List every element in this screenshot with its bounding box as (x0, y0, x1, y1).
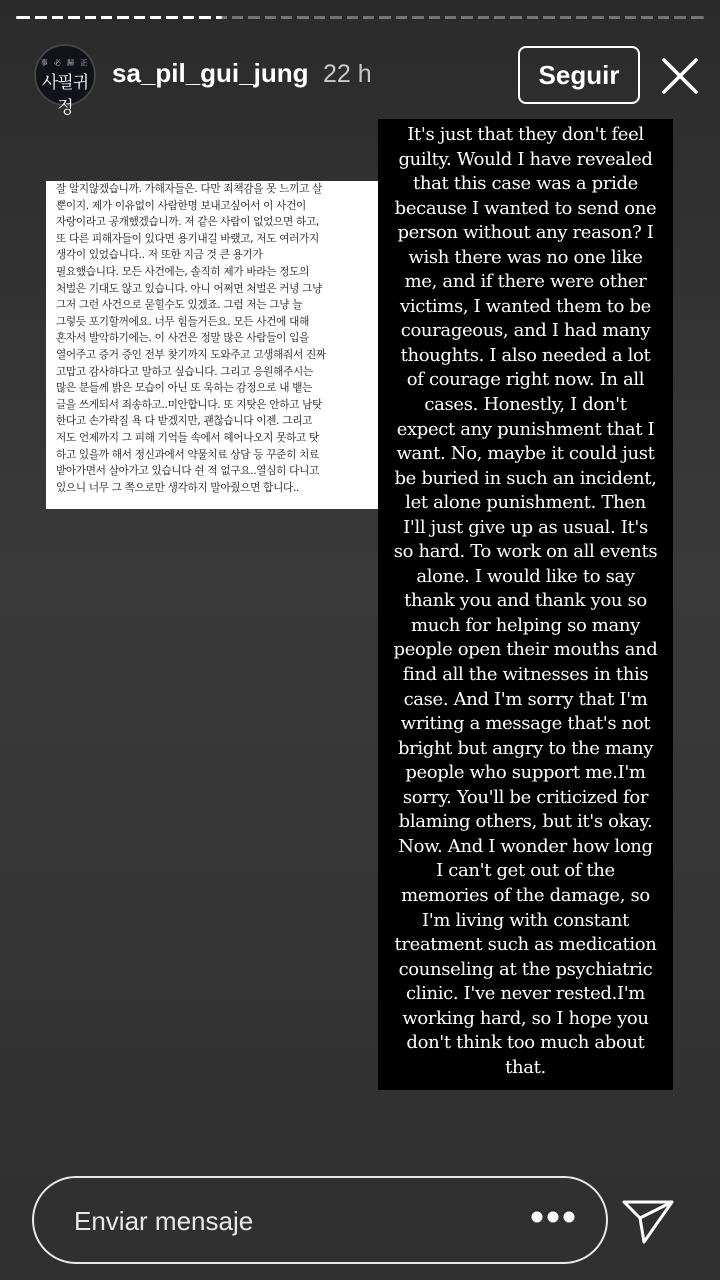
progress-segment-gap (669, 16, 674, 19)
korean-text-line: 잘 알지않겠습니까. 가해자들은. 다만 죄책감을 못 느끼고 살 (56, 183, 323, 195)
korean-text-line: 혼자서 발악하기에는. 이 사건은 정말 많은 사람들이 입을 (56, 332, 310, 345)
close-icon[interactable] (656, 52, 704, 100)
english-text-line: memories of the damage, so (401, 884, 650, 906)
english-text-line: people who support me.I'm (405, 762, 646, 784)
progress-segment-gap (292, 16, 297, 19)
english-text-line: Now. And I wonder how long (398, 835, 653, 857)
progress-segment-gap (194, 16, 199, 19)
username[interactable]: sa_pil_gui_jung (112, 58, 309, 88)
progress-segment-gap (358, 16, 363, 19)
english-text-line: person without any reason? I (397, 222, 654, 244)
progress-segment-gap (587, 16, 592, 19)
korean-text-line: 처벌은 기대도 않고 있습니다. 아니 어쩌면 처벌은 커녕 그냥 (56, 282, 323, 295)
english-translation-card (378, 119, 673, 1090)
more-dots-icon[interactable] (528, 1202, 578, 1232)
progress-segment-gap (374, 16, 379, 19)
english-text-line: guilty. Would I have revealed (398, 148, 653, 170)
english-text-line: cases. Honestly, I don't (424, 394, 627, 416)
english-text-line: find all the witnesses in this (402, 664, 649, 686)
english-text-line: that. (505, 1056, 546, 1078)
message-input[interactable] (32, 1176, 608, 1264)
korean-text-line: 많은 분들께 밝은 모습이 아닌 또 욱하는 감정으로 내 뱉는 (56, 382, 313, 395)
english-text-line: alone. I would like to say (416, 565, 635, 587)
progress-segment-gap (30, 16, 35, 19)
follow-button[interactable]: Seguir (518, 46, 640, 104)
progress-segment-gap (555, 16, 560, 19)
progress-segment-gap (80, 16, 85, 19)
english-text-line: working hard, so I hope you (402, 1007, 649, 1029)
korean-text-line: 열어주고 증거 증인 전부 찾기까지 도와주고 고생해줘서 진짜 (56, 348, 326, 361)
progress-segment-gap (522, 16, 527, 19)
progress-segment-gap (620, 16, 625, 19)
english-text-line: blaming others, but it's okay. (398, 811, 653, 833)
english-text-line: thank you and thank you so (404, 590, 647, 612)
korean-text-line: 그렇듯 포기할꺼에요. 너무 힘들거든요. 모든 사건에 대해 (56, 315, 310, 328)
korean-text-line: 필요했습니다. 모든 사건에는, 솔직히 제가 바라는 정도의 (56, 265, 310, 278)
english-text-line: victims, I wanted them to be (400, 295, 651, 317)
korean-text-line: 한다고 손가락질 욕 다 받겠지만, 괜찮습니다 이젠. 그리고 (56, 415, 313, 428)
progress-segment-gap (161, 16, 166, 19)
story-progress-bar (16, 16, 704, 19)
korean-text-line: 받아가면서 살아가고 있습니다 쉰 적 없구요..열심히 다니고 (56, 465, 319, 478)
progress-segment-gap (243, 16, 248, 19)
english-text-line: treatment such as medication (394, 934, 657, 956)
progress-segment-gap (260, 16, 265, 19)
progress-segment-gap (96, 16, 101, 19)
english-text-line: of courage right now. In all (406, 369, 645, 391)
progress-segment-gap (538, 16, 543, 19)
avatar[interactable] (34, 44, 96, 118)
progress-segment-gap (276, 16, 281, 19)
progress-segment-gap (391, 16, 396, 19)
progress-segment-gap (571, 16, 576, 19)
english-text-line: I can't get out of the (436, 860, 615, 882)
progress-segment-gap (325, 16, 330, 19)
progress-segment-gap (63, 16, 68, 19)
progress-segment-gap (47, 16, 52, 19)
progress-segment-gap (211, 16, 216, 19)
send-icon[interactable] (620, 1194, 676, 1246)
english-text-line: because I wanted to send one (394, 197, 657, 219)
korean-text-line: 뿐이지. 제가 이유없이 사람한명 보내고싶어서 이 사건이 (56, 199, 306, 212)
progress-segment-gap (145, 16, 150, 19)
english-text-line: counseling at the psychiatric (398, 958, 653, 980)
english-text-line: want. No, maybe it could just (396, 443, 655, 465)
progress-segment-gap (456, 16, 461, 19)
english-text-line: me, and if there were other (404, 271, 647, 293)
english-text-line: writing a message that's not (400, 713, 651, 735)
english-text-line: I'll just give up as usual. It's (403, 516, 648, 538)
english-text-line: let alone punishment. Then (405, 492, 646, 514)
english-text-line: sorry. You'll be criticized for (402, 786, 649, 808)
progress-segment-gap (424, 16, 429, 19)
progress-segment-gap (129, 16, 134, 19)
english-text-line: courageous, and I had many (400, 320, 651, 342)
korean-text-line: 자랑이라고 공개했겠습니까. 저 같은 사람이 없었으면 하고, (56, 216, 319, 229)
progress-segment-gap (636, 16, 641, 19)
english-text-line: case. And I'm sorry that I'm (403, 688, 648, 710)
korean-text-line: 또 다른 피해자들이 있다면 용기내길 바랬고, 저도 여러가지 (56, 232, 319, 245)
progress-segment-gap (604, 16, 609, 19)
message-placeholder: Enviar mensaje (74, 1206, 254, 1236)
progress-segment-gap (178, 16, 183, 19)
progress-segment-gap (309, 16, 314, 19)
english-text-line: clinic. I've never rested.I'm (405, 983, 646, 1005)
english-text-line: people open their mouths and (393, 639, 658, 661)
english-text-line: so hard. To work on all events (393, 541, 658, 563)
progress-segment-gap (473, 16, 478, 19)
progress-segment-gap (505, 16, 510, 19)
progress-segment-gap (440, 16, 445, 19)
korean-text-line: 글을 쓰게되서 죄송하고..미안합니다. 또 지탓은 안하고 남탓 (56, 398, 323, 411)
progress-segment-gap (227, 16, 232, 19)
korean-text-line: 그저 그런 사건으로 묻힐수도 있겠죠. 그럼 저는 그냥 늘 (56, 299, 303, 312)
english-text-line: thoughts. I also needed a lot (400, 344, 651, 366)
english-text-line: much for helping so many (411, 614, 640, 636)
progress-segment-gap (112, 16, 117, 19)
avatar-logo-text: 사필귀정 (41, 73, 89, 118)
post-time: 22 h (323, 60, 372, 88)
progress-segment-gap (653, 16, 658, 19)
korean-text-line: 하고 있을까 해서 정신과에서 약물치료 상담 등 꾸준히 치료 (56, 448, 319, 461)
english-text-line: expect any punishment that I (396, 418, 655, 440)
progress-segment-gap (489, 16, 494, 19)
korean-text-card (46, 181, 378, 509)
korean-text-line: 생각이 있었습니다.. 저 또한 지금 것 큰 용기가 (56, 249, 263, 262)
english-text-line: don't think too much about (406, 1032, 645, 1054)
english-text-line: bright but angry to the many (397, 737, 654, 759)
english-text-line: that this case was a pride (413, 173, 638, 195)
korean-text-line: 있으니 너무 그 쪽으로만 생각하지 말아줬으면 합니다.. (56, 481, 300, 494)
progress-segment-gap (407, 16, 412, 19)
avatar-hanja-text: 事 必 歸 正 (40, 59, 90, 67)
english-text-line: It's just that they don't feel (407, 124, 644, 145)
progress-segment-gap (686, 16, 691, 19)
korean-text-line: 고맙고 감사하다고 말하고 싶습니다. 그리고 응원해주시는 (56, 365, 313, 378)
english-text-line: be buried in such an incident, (394, 467, 657, 489)
english-text-line: wish there was no one like (408, 246, 643, 268)
progress-segment-gap (342, 16, 347, 19)
english-text-line: I'm living with constant (422, 909, 629, 931)
korean-text-line: 저도 언제까지 그 피해 기억들 속에서 헤어나오지 못하고 탓 (56, 431, 319, 444)
